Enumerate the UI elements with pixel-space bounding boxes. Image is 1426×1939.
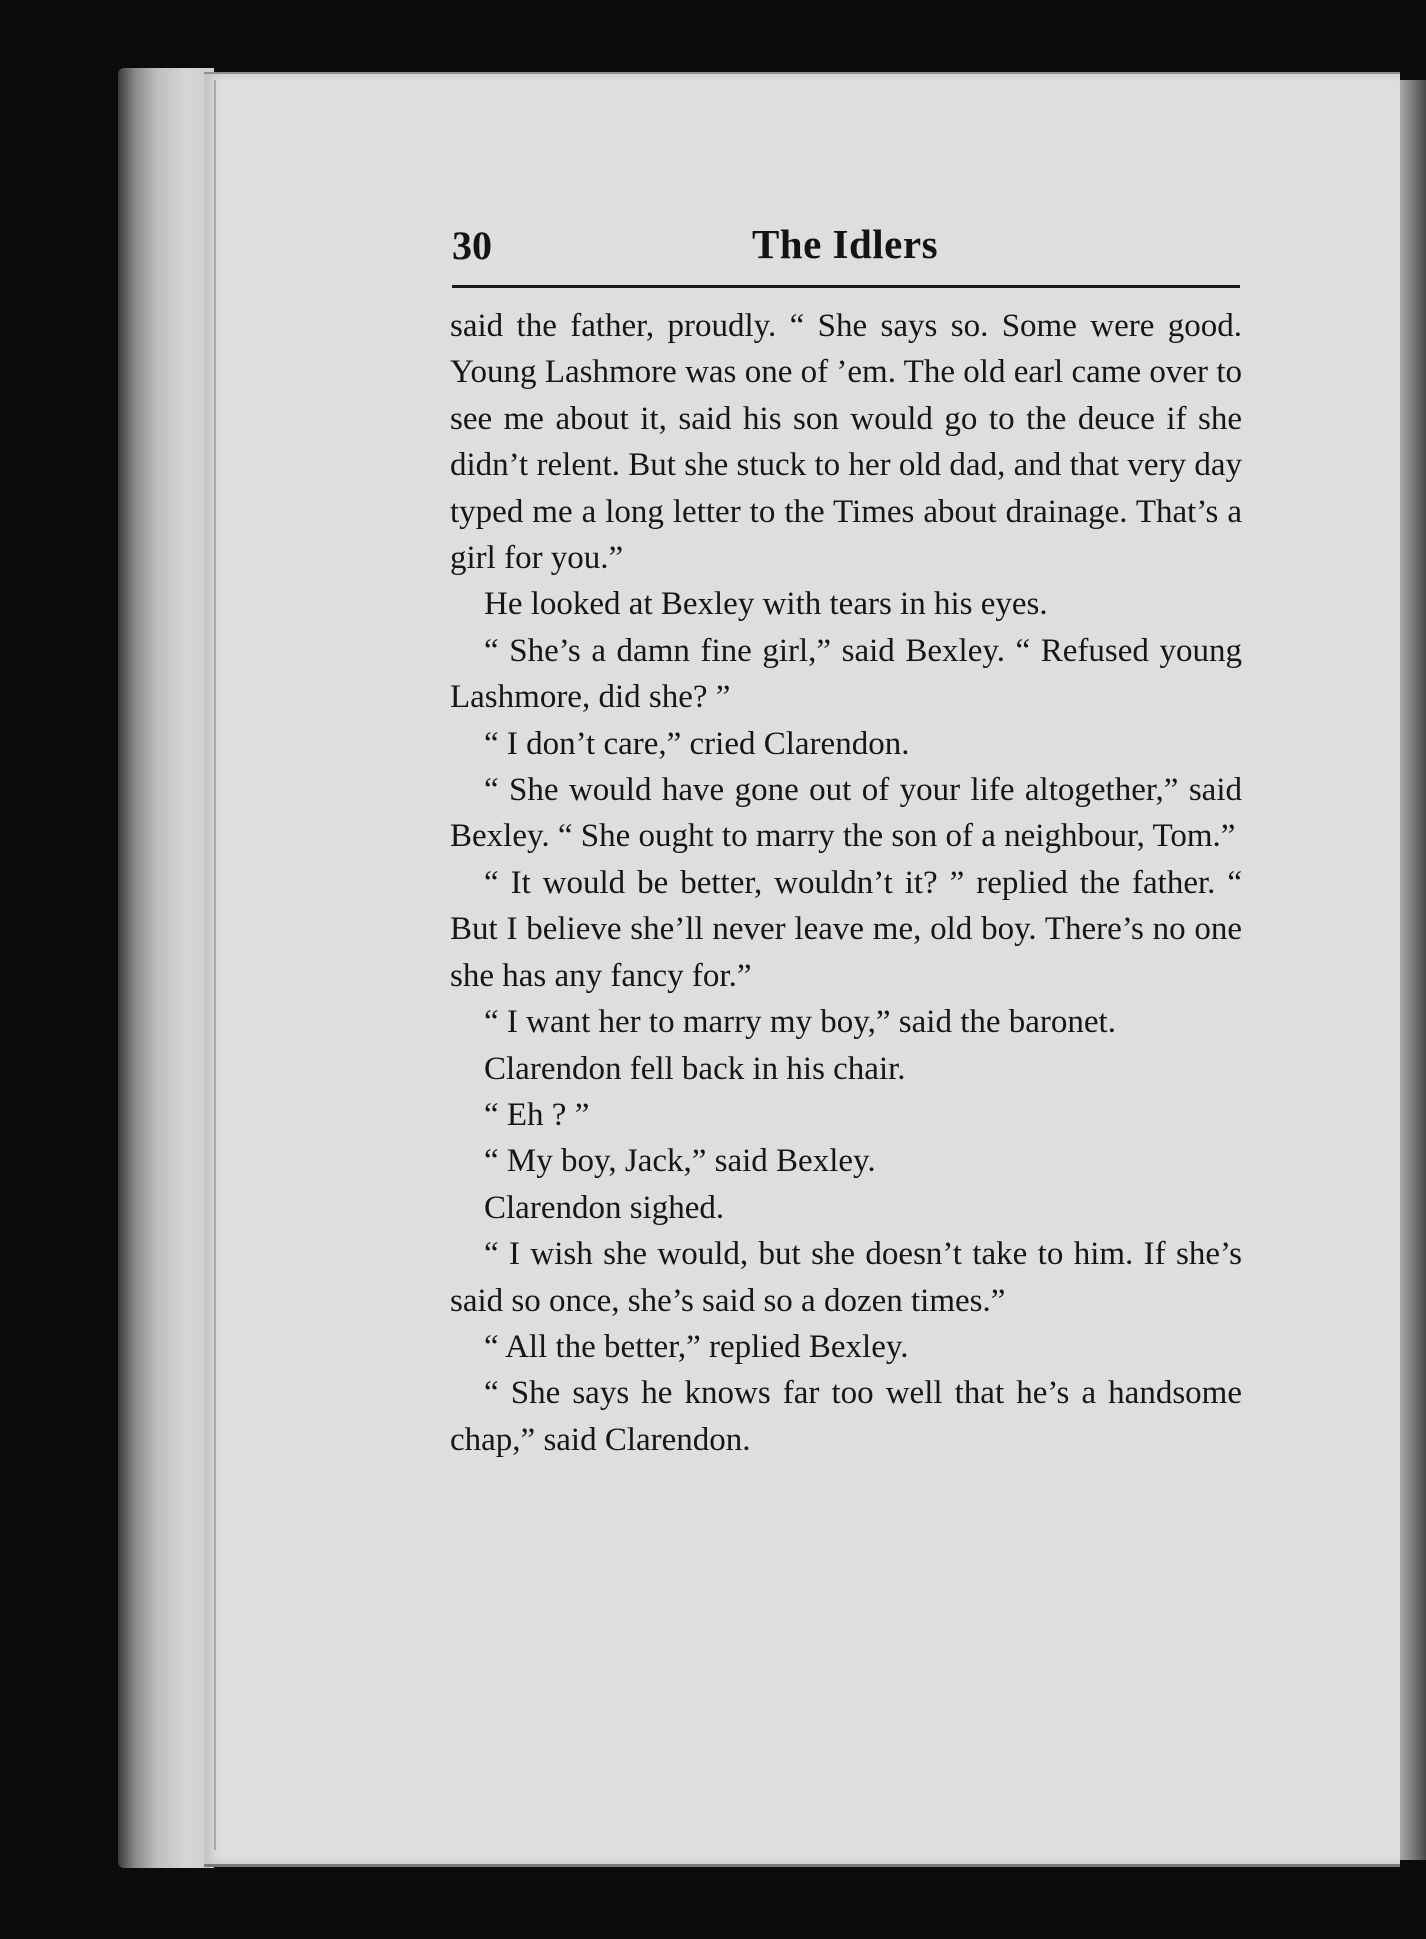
page-gutter-line	[214, 80, 216, 1850]
paragraph: “ She says he knows far too well that he’s a handsome chap,” said Clarendon.	[450, 1375, 1242, 1458]
paragraph: He looked at Bexley with tears in his eyes.	[484, 586, 1048, 623]
paragraph: “ All the better,” replied Bexley.	[484, 1328, 909, 1365]
paragraph: Clarendon fell back in his chair.	[484, 1050, 906, 1087]
paragraph: “ I don’t care,” cried Clarendon.	[484, 725, 910, 762]
running-header	[450, 212, 1240, 276]
header-rule	[452, 285, 1240, 288]
paragraph: “ I wish she would, but she doesn’t take to him. If she’s said so once, she’s said so a dozen times.”	[450, 1236, 1242, 1319]
paragraph: “ She’s a damn fine girl,” said Bexley. “ Refused young Lashmore, did she? ”	[450, 632, 1242, 716]
book-spine	[118, 68, 214, 1868]
paragraph: “ She would have gone out of your life altogether,” said Bexley. “ She ought to marry the son of a neighbour, Tom.”	[450, 772, 1242, 855]
paragraph: “ My boy, Jack,” said Bexley.	[484, 1143, 876, 1180]
running-title: The Idlers	[751, 221, 939, 267]
page-number: 30	[452, 223, 492, 268]
page-body	[450, 303, 1242, 1463]
paragraph: said the father, proudly. “ She says so. Some were good. Young Lashmore was one of ’em. The old earl came over to see me about it, said his son would go to the deuce if she didn’t relent. But she stuck to her old dad, and that very day typed me a long letter to the Times about drainage. That’s a girl for you.”	[450, 308, 1242, 577]
paragraph: Clarendon sighed.	[484, 1189, 725, 1226]
paragraph: “ It would be better, wouldn’t it? ” replied the father. “ But I believe she’ll never leave me, old boy. There’s no one she has any fancy for.”	[450, 864, 1242, 994]
paragraph: “ I want her to marry my boy,” said the baronet.	[484, 1004, 1116, 1041]
paragraph: “ Eh ? ”	[484, 1096, 590, 1133]
